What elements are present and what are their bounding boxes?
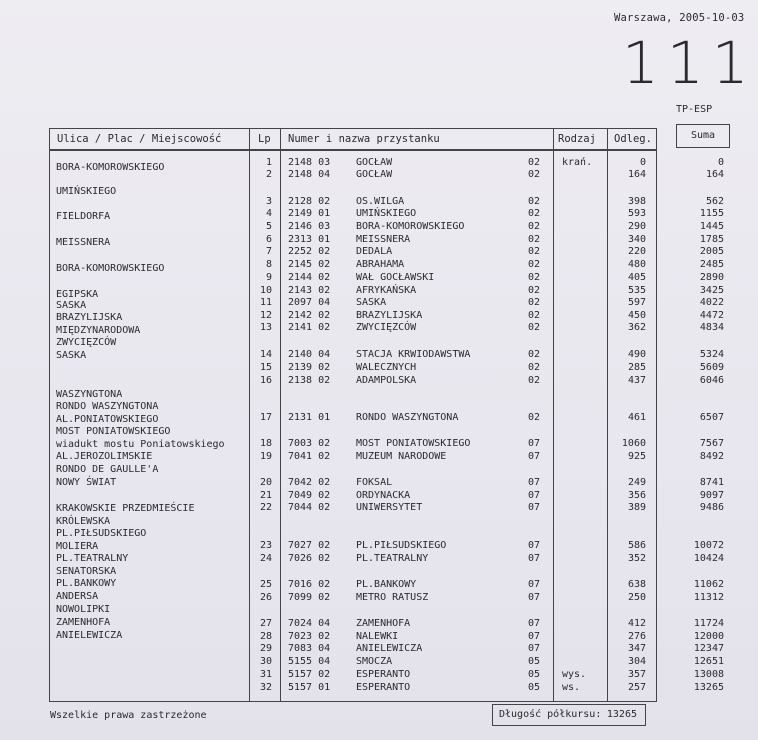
stop-name: ANIELEWICZA (356, 643, 423, 654)
column-divider (249, 128, 250, 702)
stop-name: DEDALA (356, 246, 393, 257)
stop-zone: 07 (528, 490, 541, 501)
stop-lp: 8 (265, 259, 272, 270)
stop-name: GOCŁAW (356, 169, 393, 180)
stop-name: GOCŁAW (356, 157, 393, 168)
street-label: AL.JEROZOLIMSKIE (56, 451, 153, 462)
stop-name: WALECZNYCH (356, 362, 417, 373)
stop-sum: 164 (705, 169, 724, 180)
stop-sum: 1155 (699, 208, 724, 219)
stop-sum: 12000 (693, 631, 724, 642)
stop-distance: 535 (627, 285, 646, 296)
stop-distance: 461 (627, 412, 646, 423)
street-label: ANIELEWICZA (56, 630, 123, 641)
stop-lp: 11 (259, 297, 272, 308)
stop-name: PL.BANKOWY (356, 579, 417, 590)
street-label: AL.PONIATOWSKIEGO (56, 414, 159, 425)
stop-distance: 0 (639, 157, 646, 168)
stop-sum: 3425 (699, 285, 724, 296)
stop-number: 5157 01 (288, 682, 331, 693)
street-label: PL.TEATRALNY (56, 553, 129, 564)
line-number: 111 (622, 29, 757, 97)
stop-number: 2128 02 (288, 196, 331, 207)
stop-lp: 5 (265, 221, 272, 232)
stop-distance: 362 (627, 322, 646, 333)
stop-zone: 02 (528, 322, 541, 333)
stop-name: ABRAHAMA (356, 259, 405, 270)
stop-lp: 21 (259, 490, 272, 501)
stop-sum: 11724 (693, 618, 724, 629)
stop-distance: 586 (627, 540, 646, 551)
stop-distance: 347 (627, 643, 646, 654)
stop-zone: 02 (528, 234, 541, 245)
stop-number: 2252 02 (288, 246, 331, 257)
stop-type: krań. (562, 157, 593, 168)
street-label: NOWY ŚWIAT (56, 477, 117, 488)
stop-sum: 10424 (693, 553, 724, 564)
stop-distance: 340 (627, 234, 646, 245)
street-label: SASKA (56, 300, 87, 311)
street-label: PL.PIŁSUDSKIEGO (56, 528, 147, 539)
stop-number: 2131 01 (288, 412, 331, 423)
stop-zone: 07 (528, 643, 541, 654)
stop-distance: 398 (627, 196, 646, 207)
stop-number: 7003 02 (288, 438, 331, 449)
stop-distance: 405 (627, 272, 646, 283)
stop-type: wys. (562, 669, 587, 680)
stop-type: ws. (562, 682, 581, 693)
stop-lp: 24 (259, 553, 272, 564)
stop-name: PL.TEATRALNY (356, 553, 429, 564)
stop-number: 5155 04 (288, 656, 331, 667)
stop-lp: 13 (259, 322, 272, 333)
stop-lp: 22 (259, 502, 272, 513)
stop-lp: 6 (265, 234, 272, 245)
stop-name: OS.WILGA (356, 196, 405, 207)
stop-lp: 17 (259, 412, 272, 423)
stop-zone: 02 (528, 221, 541, 232)
header-street: Ulica / Plac / Miejscowość (57, 133, 222, 145)
stop-name: SMOCZA (356, 656, 393, 667)
stop-distance: 357 (627, 669, 646, 680)
stop-number: 7024 04 (288, 618, 331, 629)
stop-sum: 2485 (699, 259, 724, 270)
stop-name: SASKA (356, 297, 387, 308)
stop-sum: 11312 (693, 592, 724, 603)
stop-zone: 05 (528, 669, 541, 680)
stop-zone: 02 (528, 285, 541, 296)
stop-lp: 12 (259, 310, 272, 321)
stop-number: 2141 02 (288, 322, 331, 333)
stop-number: 2313 01 (288, 234, 331, 245)
stop-distance: 249 (627, 477, 646, 488)
stop-name: ADAMPOLSKA (356, 375, 417, 386)
stop-name: FOKSAL (356, 477, 393, 488)
stop-name: STACJA KRWIODAWSTWA (356, 349, 471, 360)
stop-lp: 15 (259, 362, 272, 373)
stop-distance: 352 (627, 553, 646, 564)
stop-number: 7023 02 (288, 631, 331, 642)
stop-name: PL.PIŁSUDSKIEGO (356, 540, 447, 551)
stop-number: 7016 02 (288, 579, 331, 590)
street-label: SASKA (56, 350, 87, 361)
stop-distance: 356 (627, 490, 646, 501)
stop-lp: 20 (259, 477, 272, 488)
stop-lp: 7 (265, 246, 272, 257)
stop-zone: 02 (528, 246, 541, 257)
stop-zone: 02 (528, 196, 541, 207)
stop-zone: 07 (528, 553, 541, 564)
stop-distance: 276 (627, 631, 646, 642)
stop-distance: 285 (627, 362, 646, 373)
stop-lp: 28 (259, 631, 272, 642)
stop-lp: 19 (259, 451, 272, 462)
stop-lp: 2 (265, 169, 272, 180)
stop-lp: 10 (259, 285, 272, 296)
stop-number: 7099 02 (288, 592, 331, 603)
stop-distance: 250 (627, 592, 646, 603)
stop-distance: 450 (627, 310, 646, 321)
stop-number: 2148 04 (288, 169, 331, 180)
stop-lp: 1 (265, 157, 272, 168)
stop-name: ESPERANTO (356, 669, 411, 680)
stop-lp: 4 (265, 208, 272, 219)
stop-lp: 14 (259, 349, 272, 360)
stop-distance: 490 (627, 349, 646, 360)
stop-sum: 12651 (693, 656, 724, 667)
stop-sum: 6507 (699, 412, 724, 423)
stop-zone: 07 (528, 477, 541, 488)
street-label: KRÓLEWSKA (56, 516, 111, 527)
stop-zone: 07 (528, 451, 541, 462)
stop-sum: 5609 (699, 362, 724, 373)
street-label: ZWYCIĘZCÓW (56, 337, 117, 348)
stop-zone: 02 (528, 412, 541, 423)
stop-number: 2138 02 (288, 375, 331, 386)
street-label: ANDERSA (56, 591, 99, 602)
stop-distance: 1060 (621, 438, 646, 449)
column-divider (607, 128, 608, 702)
street-label: NOWOLIPKI (56, 604, 111, 615)
street-label: FIELDORFA (56, 211, 111, 222)
stop-sum: 9486 (699, 502, 724, 513)
street-label: wiadukt mostu Poniatowskiego (56, 439, 225, 450)
street-label: PL.BANKOWY (56, 578, 117, 589)
stop-name: WAŁ GOCŁAWSKI (356, 272, 435, 283)
street-label: BORA-KOMOROWSKIEGO (56, 263, 165, 274)
stop-sum: 7567 (699, 438, 724, 449)
stop-number: 7027 02 (288, 540, 331, 551)
route-variant: TP-ESP (676, 104, 713, 115)
stop-distance: 290 (627, 221, 646, 232)
column-divider (553, 128, 554, 702)
stop-sum: 4022 (699, 297, 724, 308)
stop-lp: 27 (259, 618, 272, 629)
stop-distance: 597 (627, 297, 646, 308)
stop-lp: 3 (265, 196, 272, 207)
stop-distance: 412 (627, 618, 646, 629)
header-distance: Odleg. (614, 133, 652, 145)
stop-number: 2149 01 (288, 208, 331, 219)
stop-sum: 2890 (699, 272, 724, 283)
stop-zone: 02 (528, 259, 541, 270)
header-sum: Suma (676, 124, 730, 148)
stop-sum: 10072 (693, 540, 724, 551)
stop-sum: 12347 (693, 643, 724, 654)
stop-number: 2145 02 (288, 259, 331, 270)
stop-name: ORDYNACKA (356, 490, 411, 501)
stop-zone: 07 (528, 631, 541, 642)
stop-number: 7041 02 (288, 451, 331, 462)
stop-lp: 26 (259, 592, 272, 603)
stop-number: 7026 02 (288, 553, 331, 564)
stop-number: 2146 03 (288, 221, 331, 232)
stop-number: 7049 02 (288, 490, 331, 501)
stop-name: ZAMENHOFA (356, 618, 411, 629)
column-divider (280, 128, 281, 702)
stop-zone: 02 (528, 208, 541, 219)
stop-name: UNIWERSYTET (356, 502, 423, 513)
stop-lp: 18 (259, 438, 272, 449)
stop-number: 2139 02 (288, 362, 331, 373)
stop-name: UMIŃSKIEGO (356, 208, 417, 219)
stop-zone: 02 (528, 310, 541, 321)
header-stop: Numer i nazwa przystanku (288, 133, 440, 145)
stop-number: 2142 02 (288, 310, 331, 321)
stop-distance: 638 (627, 579, 646, 590)
stop-zone: 07 (528, 502, 541, 513)
stop-name: AFRYKAŃSKA (356, 285, 417, 296)
stop-zone: 07 (528, 592, 541, 603)
stop-distance: 164 (627, 169, 646, 180)
stop-name: ESPERANTO (356, 682, 411, 693)
stop-name: MOST PONIATOWSKIEGO (356, 438, 471, 449)
stop-lp: 29 (259, 643, 272, 654)
street-label: MOST PONIATOWSKIEGO (56, 426, 171, 437)
stop-name: ZWYCIĘZCÓW (356, 322, 417, 333)
stop-zone: 07 (528, 438, 541, 449)
stop-sum: 2005 (699, 246, 724, 257)
stop-sum: 13265 (693, 682, 724, 693)
stop-distance: 257 (627, 682, 646, 693)
stop-zone: 05 (528, 682, 541, 693)
stop-number: 7044 02 (288, 502, 331, 513)
half-route-length-label: Długość półkursu: (499, 709, 602, 720)
stop-zone: 02 (528, 169, 541, 180)
document-date: Warszawa, 2005-10-03 (614, 12, 745, 24)
stop-lp: 30 (259, 656, 272, 667)
street-label: RONDO DE GAULLE'A (56, 464, 159, 475)
stop-name: BRAZYLIJSKA (356, 310, 423, 321)
stop-zone: 07 (528, 618, 541, 629)
stop-sum: 1445 (699, 221, 724, 232)
street-label: UMIŃSKIEGO (56, 186, 117, 197)
stop-number: 2144 02 (288, 272, 331, 283)
street-label: SENATORSKA (56, 566, 117, 577)
stop-zone: 02 (528, 362, 541, 373)
stop-distance: 304 (627, 656, 646, 667)
stop-sum: 8741 (699, 477, 724, 488)
stop-number: 7083 04 (288, 643, 331, 654)
stop-lp: 32 (259, 682, 272, 693)
stop-name: MUZEUM NARODOWE (356, 451, 447, 462)
street-label: MIĘDZYNARODOWA (56, 325, 141, 336)
stop-name: METRO RATUSZ (356, 592, 429, 603)
stop-sum: 13008 (693, 669, 724, 680)
stop-zone: 02 (528, 297, 541, 308)
stop-name: MEISSNERA (356, 234, 411, 245)
stop-distance: 437 (627, 375, 646, 386)
stop-sum: 4472 (699, 310, 724, 321)
stop-number: 2148 03 (288, 157, 331, 168)
stop-lp: 25 (259, 579, 272, 590)
stop-number: 2143 02 (288, 285, 331, 296)
stop-number: 2140 04 (288, 349, 331, 360)
street-label: EGIPSKA (56, 289, 99, 300)
street-label: MOLIERA (56, 541, 99, 552)
stop-sum: 1785 (699, 234, 724, 245)
stop-zone: 07 (528, 579, 541, 590)
stop-sum: 0 (717, 157, 724, 168)
street-label: BORA-KOMOROWSKIEGO (56, 162, 165, 173)
stop-distance: 593 (627, 208, 646, 219)
stop-sum: 8492 (699, 451, 724, 462)
stop-distance: 389 (627, 502, 646, 513)
stop-distance: 925 (627, 451, 646, 462)
half-route-length-value: 13265 (606, 709, 637, 720)
stop-lp: 31 (259, 669, 272, 680)
street-label: WASZYNGTONA (56, 389, 123, 400)
stop-sum: 5324 (699, 349, 724, 360)
stop-zone: 02 (528, 349, 541, 360)
stop-zone: 02 (528, 157, 541, 168)
stop-lp: 16 (259, 375, 272, 386)
stop-distance: 220 (627, 246, 646, 257)
stop-sum: 9097 (699, 490, 724, 501)
street-label: BRAZYLIJSKA (56, 312, 123, 323)
stop-number: 2097 04 (288, 297, 331, 308)
stop-distance: 480 (627, 259, 646, 270)
street-label: KRAKOWSKIE PRZEDMIEŚCIE (56, 503, 195, 514)
header-lp: Lp (258, 133, 271, 145)
half-route-length (492, 704, 646, 726)
stop-zone: 02 (528, 375, 541, 386)
stop-sum: 562 (705, 196, 724, 207)
stop-zone: 07 (528, 540, 541, 551)
street-label: RONDO WASZYNGTONA (56, 401, 159, 412)
stop-sum: 4834 (699, 322, 724, 333)
street-label: MEISSNERA (56, 237, 111, 248)
stop-lp: 9 (265, 272, 272, 283)
stop-number: 5157 02 (288, 669, 331, 680)
stop-name: RONDO WASZYNGTONA (356, 412, 459, 423)
stop-sum: 11062 (693, 579, 724, 590)
stop-lp: 23 (259, 540, 272, 551)
stop-sum: 6046 (699, 375, 724, 386)
header-type: Rodzaj (558, 133, 596, 145)
street-label: ZAMENHOFA (56, 617, 111, 628)
rights-notice: Wszelkie prawa zastrzeżone (50, 710, 207, 721)
stop-name: BORA-KOMOROWSKIEGO (356, 221, 465, 232)
stop-number: 7042 02 (288, 477, 331, 488)
stop-name: NALEWKI (356, 631, 399, 642)
stop-zone: 02 (528, 272, 541, 283)
stop-zone: 05 (528, 656, 541, 667)
